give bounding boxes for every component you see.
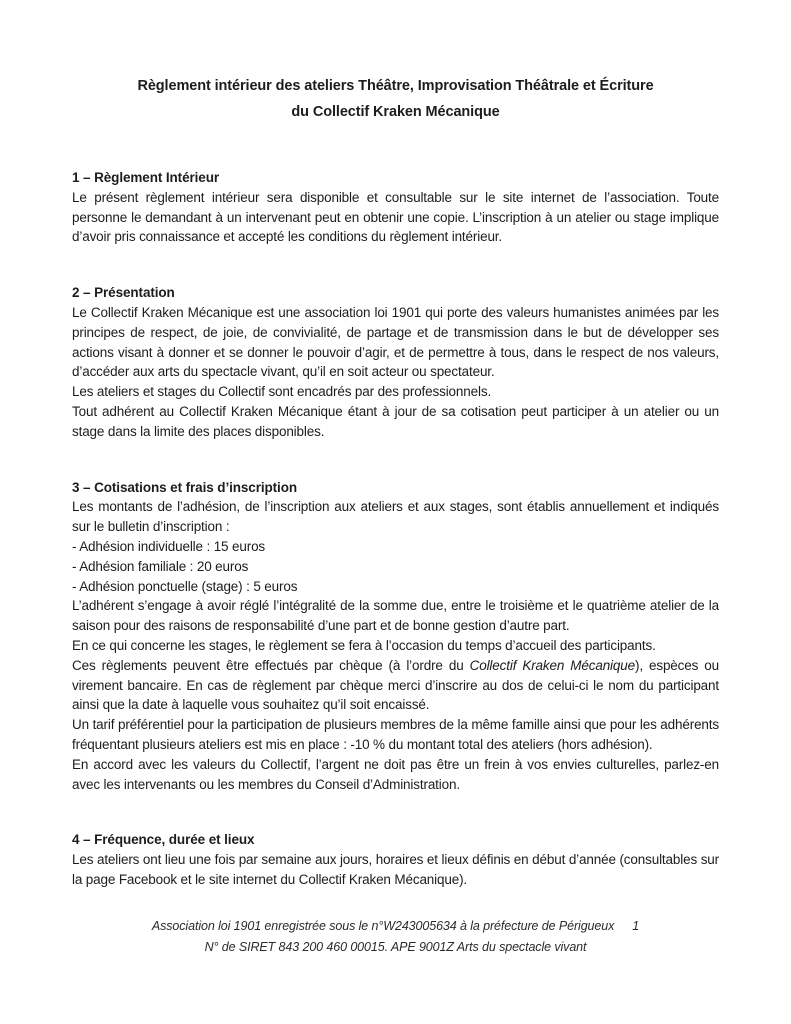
- membership-fee-occasional: - Adhésion ponctuelle (stage) : 5 euros: [72, 578, 298, 594]
- section-3-paragraph: L’adhérent s’engage à avoir réglé l’intégralité de la somme due, entre le troisième et le quatrième atelier de la saison pour des raisons de responsabilité d’une part et de bonne gestion d’autre part.: [72, 598, 719, 634]
- payment-text-post: ), espèces ou virement bancaire. En cas de règlement par chèque merci d’inscrire au dos de celui-ci le nom du participant ainsi que la date à laquelle vous souhaitez qu’il soit encaissé.: [72, 657, 719, 713]
- section-2-heading: 2 – Présentation: [72, 285, 175, 301]
- document-title-line2: du Collectif Kraken Mécanique: [291, 104, 500, 120]
- section-4-paragraph: Les ateliers ont lieu une fois par semaine aux jours, horaires et lieux définis en début d’année (consultables sur la page Facebook et le site internet du Collectif Kraken Mécanique).: [72, 852, 719, 887]
- page-footer: [0, 916, 791, 958]
- document-title-line1: Règlement intérieur des ateliers Théâtre, Improvisation Théâtrale et Écriture: [137, 78, 654, 94]
- section-presentation: [72, 283, 719, 441]
- section-3-paragraph: Les montants de l’adhésion, de l’inscription aux ateliers et aux stages, sont établis annuellement et indiqués sur le bulletin d’inscription :: [72, 499, 719, 535]
- section-reglement-interieur: [72, 168, 719, 247]
- section-4-heading: 4 – Fréquence, durée et lieux: [72, 832, 255, 848]
- section-3-paragraph: En ce qui concerne les stages, le règlement se fera à l’occasion du temps d’accueil des participants.: [72, 637, 656, 653]
- membership-fee-individual: - Adhésion individuelle : 15 euros: [72, 538, 266, 554]
- section-1-paragraph: Le présent règlement intérieur sera disponible et consultable sur le site internet de l’association. Toute personne le demandant à un intervenant peut en obtenir une copie. L’inscription à un atelier ou stage implique d’avoir pris connaissance et accepté les conditions du règlement intérieur.: [72, 189, 719, 245]
- payment-text-pre: Ces règlements peuvent être effectués par chèque (à l’ordre du: [72, 657, 470, 673]
- section-3-paragraph: Un tarif préférentiel pour la participation de plusieurs membres de la même famille ainsi que pour les adhérents fréquentant plusieurs ateliers est mis en place : -10 % du montant total des ateliers (hors adhésion).: [72, 717, 719, 752]
- section-2-paragraph: Le Collectif Kraken Mécanique est une association loi 1901 qui porte des valeurs humanistes animées par les principes de respect, de joie, de convivialité, de partage et de transmission dans le but de développer ses actions visant à donner et se donner le pouvoir d’agir, et de permettre à tous, dans le respect de nos valeurs, d’accéder aux arts du spectacle vivant, qu’il en soit acteur ou spectateur.: [72, 304, 719, 380]
- section-cotisations: [72, 478, 719, 795]
- footer-registration-text: Association loi 1901 enregistrée sous le n°W243005634 à la préfecture de Périgueux: [151, 919, 615, 933]
- payment-collective-name: Collectif Kraken Mécanique: [469, 657, 635, 673]
- membership-fee-family: - Adhésion familiale : 20 euros: [72, 558, 249, 574]
- section-2-paragraph: Les ateliers et stages du Collectif sont encadrés par des professionnels.: [72, 384, 492, 400]
- footer-siret-line: N° de SIRET 843 200 460 00015. APE 9001Z Arts du spectacle vivant: [204, 940, 587, 954]
- section-2-paragraph: Tout adhérent au Collectif Kraken Mécanique étant à jour de sa cotisation peut participer à un atelier ou un stage dans la limite des places disponibles.: [72, 403, 719, 439]
- section-frequence: [72, 830, 719, 889]
- section-3-heading: 3 – Cotisations et frais d’inscription: [72, 479, 297, 495]
- page-number: 1: [632, 919, 640, 933]
- section-3-paragraph: En accord avec les valeurs du Collectif, l’argent ne doit pas être un frein à vos envies culturelles, parlez-en avec les intervenants ou les membres du Conseil d’Administration.: [72, 756, 719, 792]
- section-1-heading: 1 – Règlement Intérieur: [72, 170, 219, 185]
- section-3-payment-paragraph: [72, 656, 719, 715]
- document-title: [72, 73, 719, 125]
- footer-association-line: [0, 916, 791, 937]
